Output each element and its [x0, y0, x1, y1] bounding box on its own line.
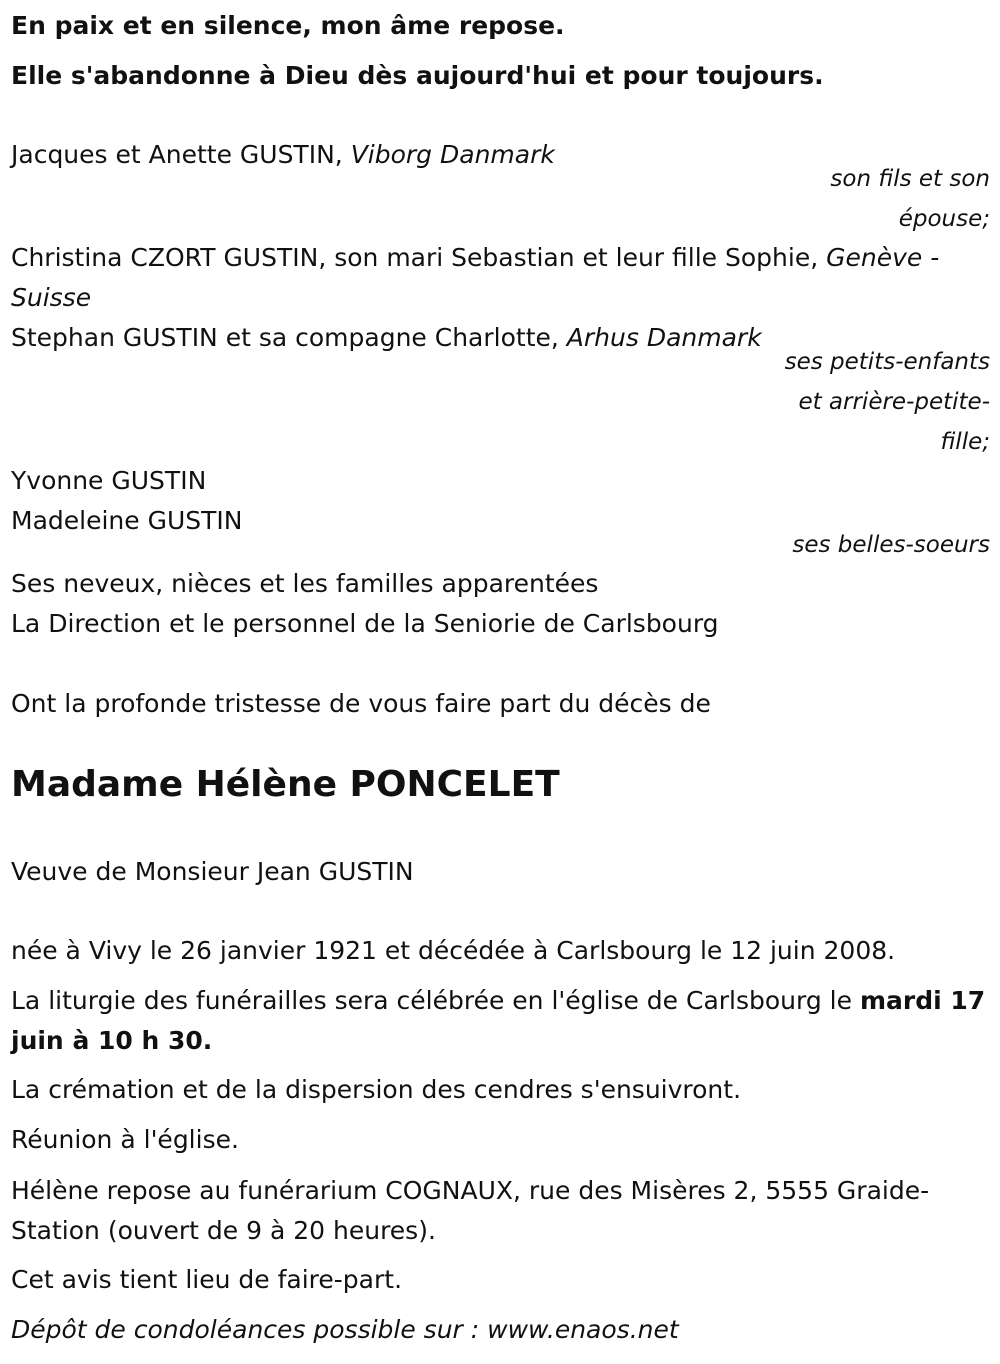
epigraph-line-1: En paix et en silence, mon âme repose. — [11, 11, 565, 40]
relation-sisters-in-law: ses belles-soeurs — [792, 532, 990, 558]
epigraph-line-2: Elle s'abandonne à Dieu dès aujourd'hui et pour toujours. — [11, 61, 824, 90]
family-entry-sister-in-law-2: Madeleine GUSTIN — [11, 506, 243, 535]
announcement-text: Ont la profonde tristesse de vous faire part du décès de — [11, 689, 711, 718]
family-name: Jacques et Anette GUSTIN, — [11, 140, 343, 169]
family-entry-grandson — [11, 318, 762, 358]
family-place: Genève - Suisse — [11, 243, 940, 312]
family-entry-seniorie: La Direction et le personnel de la Seniorie de Carlsbourg — [11, 609, 719, 638]
family-entry-son — [11, 135, 555, 175]
condolences-text: Dépôt de condoléances possible sur : www.enaos.net — [11, 1315, 679, 1344]
funeral-liturgy — [11, 981, 991, 1061]
family-place: Viborg Danmark — [350, 140, 555, 169]
family-place: Arhus Danmark — [566, 323, 762, 352]
family-entry-sister-in-law-1: Yvonne GUSTIN — [11, 466, 207, 495]
family-entry-granddaughter — [11, 238, 991, 318]
family-name: Stephan GUSTIN et sa compagne Charlotte, — [11, 323, 559, 352]
liturgy-date: mardi 17 juin à 10 h 30. — [11, 986, 986, 1055]
family-name: Christina CZORT GUSTIN, son mari Sebastian et leur fille Sophie, — [11, 243, 819, 272]
notice-text: Cet avis tient lieu de faire-part. — [11, 1265, 403, 1294]
relation-grandchildren: ses petits-enfants et arrière-petite-fille; — [784, 349, 990, 455]
liturgy-text: La liturgie des funérailles sera célébrée en l'église de Carlsbourg le — [11, 986, 853, 1015]
relation-son: son fils et son épouse; — [830, 166, 990, 232]
widow-of: Veuve de Monsieur Jean GUSTIN — [11, 857, 414, 886]
family-entry-relatives: Ses neveux, nièces et les familles apparentées — [11, 569, 599, 598]
birth-death-dates: née à Vivy le 26 janvier 1921 et décédée à Carlsbourg le 12 juin 2008. — [11, 936, 896, 965]
deceased-name: Madame Hélène PONCELET — [11, 764, 560, 805]
meeting-text: Réunion à l'église. — [11, 1125, 239, 1154]
cremation-text: La crémation et de la dispersion des cendres s'ensuivront. — [11, 1075, 742, 1104]
funerarium-text: Hélène repose au funérarium COGNAUX, rue des Misères 2, 5555 Graide-Station (ouvert de 9 à 20 heures). — [11, 1176, 930, 1245]
